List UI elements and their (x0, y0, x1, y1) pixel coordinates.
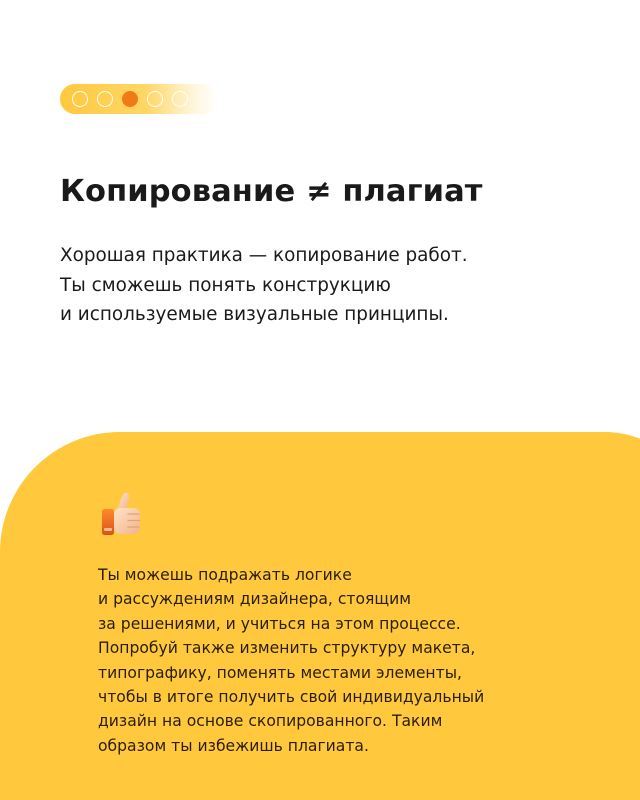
step-dot-3-active (122, 91, 138, 107)
intro-line: Хорошая практика — копирование работ. (60, 245, 468, 266)
card-text-line: образом ты избежишь плагиата. (98, 736, 369, 755)
card-text-line: Попробуй также изменить структуру макета, (98, 639, 476, 658)
card-body-text (98, 563, 484, 758)
step-dot-5 (172, 91, 188, 107)
page-title: Копирование ≠ плагиат (60, 174, 483, 209)
card-text-line: Ты можешь подражать логике (98, 566, 352, 584)
step-progress-indicator (60, 84, 218, 114)
step-dot-1 (72, 91, 88, 107)
step-dot-4 (147, 91, 163, 107)
card-text-line: дизайн на основе скопированного. Таким (98, 712, 443, 731)
step-dot-2 (97, 91, 113, 107)
card-text-line: за решениями, и учиться на этом процессе. (98, 614, 461, 633)
card-text-line: типографику, поменять местами элементы, (98, 663, 462, 682)
intro-line: Ты сможешь понять конструкцию (60, 274, 391, 296)
card-text-line: чтобы в итоге получить свой индивидуальный (98, 688, 485, 707)
thumbs-up-icon (98, 490, 146, 538)
card-text-line: и рассуждениям дизайнера, стоящим (98, 590, 411, 609)
intro-line: и используемые визуальные принципы. (60, 304, 449, 325)
intro-text (60, 241, 468, 330)
